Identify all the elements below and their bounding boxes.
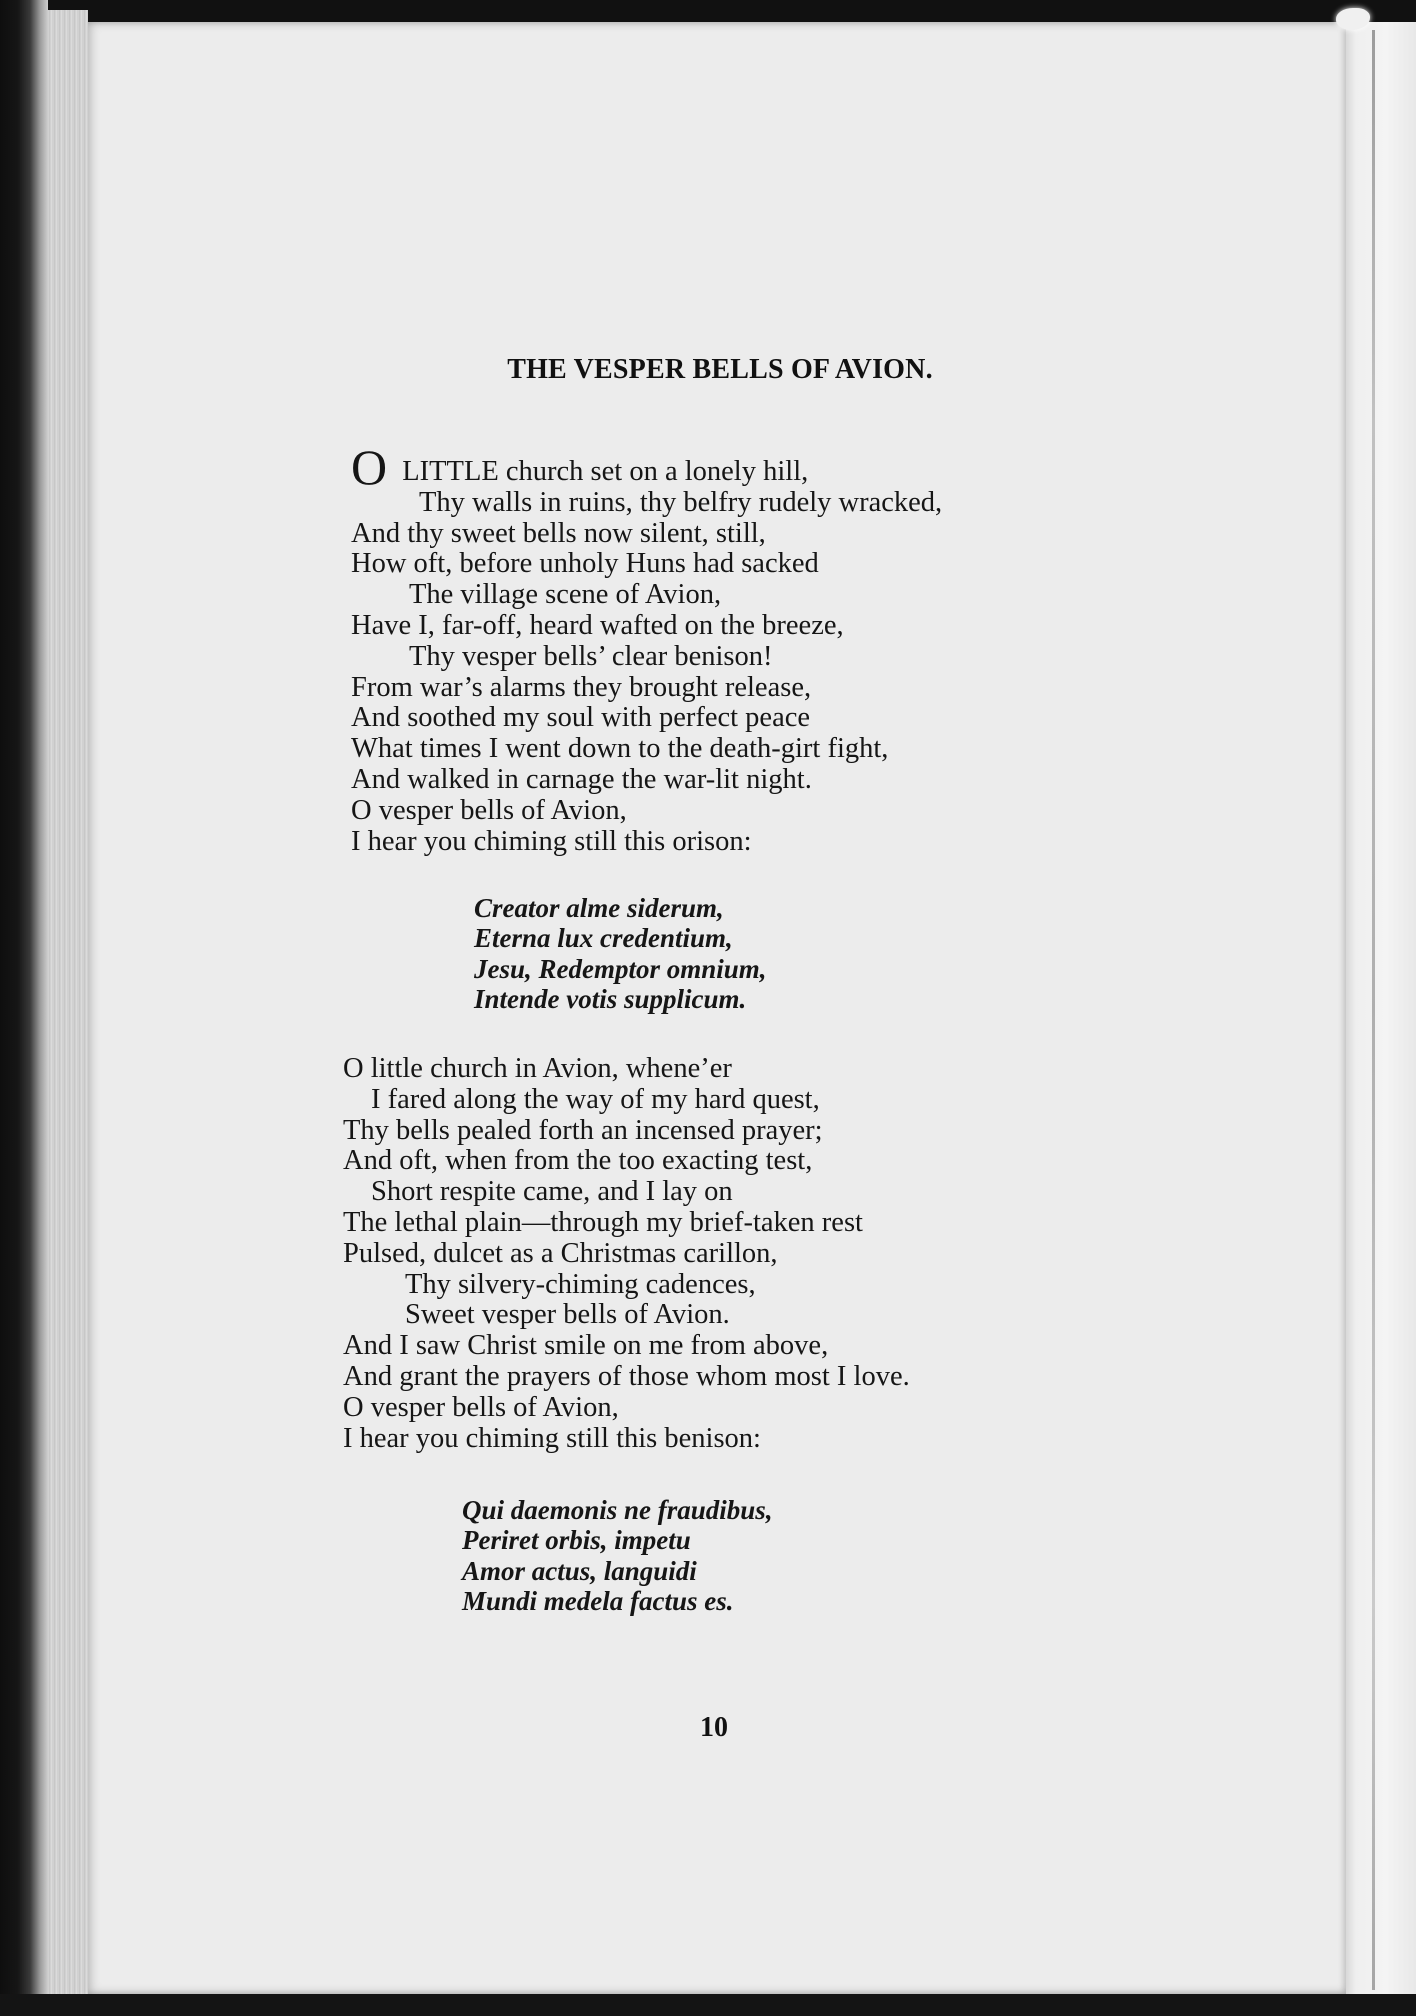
poem-line: Thy silvery-chiming cadences,	[405, 1268, 756, 1300]
poem-line: I fared along the way of my hard quest,	[371, 1083, 820, 1115]
scan-bottom-edge	[0, 1994, 1416, 2016]
latin-line: Qui daemonis ne fraudibus,	[462, 1495, 773, 1525]
page-right-margin	[1346, 22, 1416, 1994]
poem-line: And oft, when from the too exacting test,	[343, 1145, 813, 1177]
latin-line: Intende votis supplicum.	[474, 984, 747, 1015]
poem-line: And I saw Christ smile on me from above,	[343, 1330, 829, 1362]
latin-hymn-2	[462, 1495, 773, 1617]
poem-line: Have I, far-off, heard wafted on the breeze,	[351, 609, 844, 641]
drop-cap: O	[351, 439, 388, 495]
poem-line: Thy vesper bells’ clear benison!	[409, 640, 773, 672]
poem-line: I hear you chiming still this orison:	[351, 825, 752, 857]
poem-line: And thy sweet bells now silent, still,	[351, 517, 766, 549]
poem-line: O vesper bells of Avion,	[351, 794, 627, 826]
latin-line: Amor actus, languidi	[462, 1555, 697, 1586]
poem-line: What times I went down to the death-girt fight,	[351, 733, 889, 765]
poem-line: How oft, before unholy Huns had sacked	[351, 548, 819, 580]
stanza-1	[351, 439, 943, 857]
poem-line: I hear you chiming still this benison:	[343, 1422, 761, 1454]
poem-line: And walked in carnage the war-lit night.	[351, 763, 812, 795]
latin-line: Periret orbis, impetu	[462, 1525, 691, 1556]
poem-line: Thy bells pealed forth an incensed prayer;	[343, 1114, 823, 1146]
poem-line: O vesper bells of Avion,	[343, 1391, 619, 1423]
poem-line: O little church in Avion, whene’er	[343, 1053, 732, 1084]
poem-line: The village scene of Avion,	[409, 579, 722, 611]
poem-title: THE VESPER BELLS OF AVION.	[507, 354, 933, 385]
latin-line: Jesu, Redemptor omnium,	[474, 953, 767, 984]
stanza-2	[343, 1054, 910, 1454]
poem-line: And grant the prayers of those whom most I love.	[343, 1360, 910, 1392]
poem-line: Sweet vesper bells of Avion.	[405, 1299, 730, 1331]
poem-line	[351, 439, 942, 495]
latin-line: Eterna lux credentium,	[474, 923, 733, 954]
poem-line: Thy walls in ruins, thy belfry rudely wracked,	[419, 486, 943, 518]
latin-hymn-1	[474, 893, 767, 1015]
book-spine-pages	[48, 10, 88, 2000]
poem-line: Pulsed, dulcet as a Christmas carillon,	[343, 1237, 778, 1269]
poem-line-text: LITTLE church set on a lonely hill,	[395, 456, 809, 487]
page-fold-line	[1372, 30, 1375, 1990]
latin-line: Mundi medela factus es.	[462, 1586, 734, 1617]
page-number: 10	[700, 1712, 728, 1743]
poem-line: From war’s alarms they brought release,	[351, 671, 812, 703]
poem-line: The lethal plain—through my brief-taken rest	[343, 1206, 863, 1238]
poem-line: Short respite came, and I lay on	[371, 1176, 733, 1208]
latin-line: Creator alme siderum,	[474, 893, 724, 923]
poem-line: And soothed my soul with perfect peace	[351, 702, 811, 734]
